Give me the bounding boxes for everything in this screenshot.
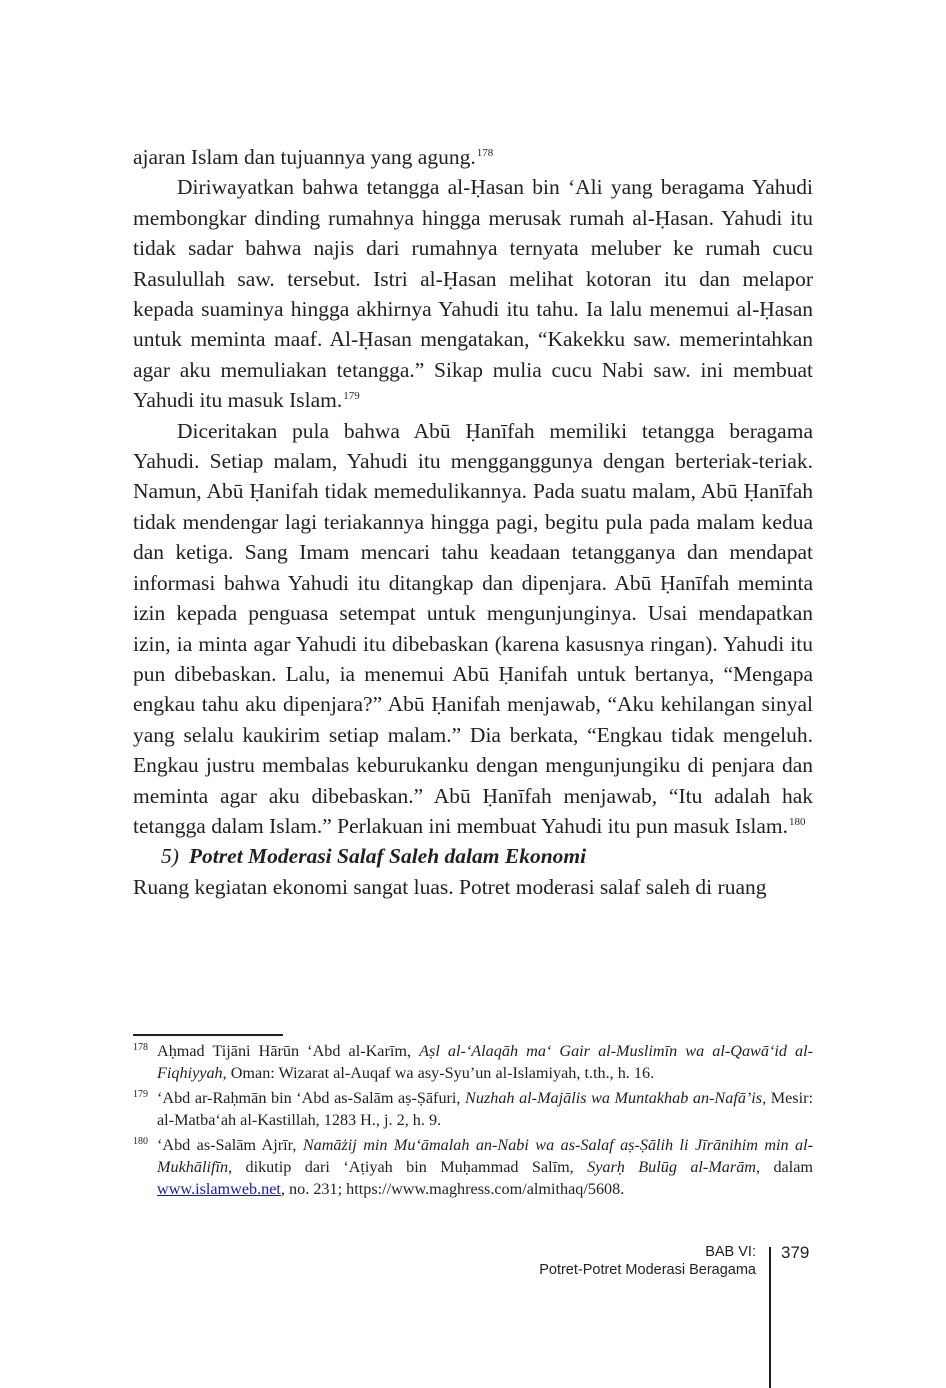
footnote-180 bbox=[133, 1134, 813, 1201]
section-number: 5) bbox=[161, 844, 179, 869]
citation-text: Aḥmad Tijāni Hārūn ‘Abd al-Karīm, bbox=[157, 1042, 420, 1060]
footnote-178 bbox=[133, 1040, 813, 1085]
book-title: Nuzhah al-Majālis wa Muntakhab an-Nafā’is bbox=[465, 1088, 763, 1107]
footnote-179 bbox=[133, 1087, 813, 1132]
closing-paragraph: Ruang kegiatan ekonomi sangat luas. Potret moderasi salaf saleh di ruang bbox=[133, 874, 767, 899]
citation-text: , Mesir: al-Matba‘ah al-Kastillah, 1283 H., j. 2, h. 9. bbox=[157, 1088, 813, 1130]
footnote-separator bbox=[133, 1034, 283, 1036]
body-text bbox=[133, 142, 813, 902]
paragraph-2: Diriwayatkan bahwa tetangga al-Ḥasan bin ‘Ali yang beragama Yahudi membongkar dinding rumahnya hingga merusak rumah al-Ḥasan. Yahudi itu tidak sadar bahwa najis dari rumahnya ternyata meluber ke rumah cucu Rasulullah saw. tersebut. Istri al-Ḥasan melihat kotoran itu dan melapor kepada suaminya hingga akhirnya Yahudi itu tahu. Ia lalu menemui al-Ḥasan untuk meminta maaf. Al-Ḥasan mengatakan, “Kakekku saw. memerintahkan agar aku memuliakan tetangga.” Sikap mulia cucu Nabi saw. ini membuat Yahudi itu masuk Islam.$^{179}$ bbox=[133, 175, 813, 413]
citation-text: , Oman: Wizarat al-Auqaf wa asy-Syu’un al-Islamiyah, t.th., h. 16. bbox=[222, 1064, 655, 1083]
footnote-text bbox=[157, 1136, 813, 1199]
footnote-ref-179[interactable]: 179 bbox=[343, 390, 360, 402]
page-number: 379 bbox=[781, 1243, 810, 1262]
web-link[interactable]: www.islamweb.net bbox=[157, 1180, 281, 1199]
paragraph-3: Diceritakan pula bahwa Abū Ḥanīfah memiliki tetangga beragama Yahudi. Setiap malam, Yahudi itu mengganggunya dengan berteriak-teriak. Namun, Abū Ḥanifah tidak memedulikannya. Pada suatu malam, Abū Ḥanīfah tidak mendengar lagi teriakannya hingga pagi, begitu pula pada malam kedua dan ketiga. Sang Imam mencari tahu keadaan tetangganya dan mendapat informasi bahwa Yahudi itu ditangkap dan dipenjara. Abū Ḥanīfah meminta izin kepada penguasa setempat untuk mengunjunginya. Usai mendapatkan izin, ia minta agar Yahudi itu dibebaskan (karena kasusnya ringan). Yahudi itu pun dibebaskan. Lalu, ia menemui Abū Ḥanifah untuk bertanya, “Mengapa engkau tahu aku dipenjara?” Abū Ḥanifah menjawab, “Aku kehilangan sinyal yang selalu kaukirim setiap malam.” Dia berkata, “Engkau tidak mengeluh. Engkau justru membalas keburukanku dengan mengunjungiku di penjara dan meminta agar aku dibebaskan.” Abū Ḥanīfah menjawab, “Itu adalah hak tetangga dalam Islam.” Perlakuan ini membuat Yahudi itu pun masuk Islam.$^{180}$ bbox=[133, 418, 813, 838]
citation-text: dalam bbox=[760, 1158, 813, 1177]
footnote-number: 180 bbox=[133, 1135, 148, 1147]
page-number-rule bbox=[769, 1247, 771, 1388]
section-title: Potret Moderasi Salaf Saleh dalam Ekonomi bbox=[188, 844, 587, 869]
footnotes bbox=[133, 1040, 813, 1203]
citation-text: dikutip dari ‘Aṭiyah bin Muḥammad Salīm, bbox=[232, 1158, 588, 1177]
book-title: Syarḥ Bulūg al-Marām, bbox=[587, 1158, 761, 1177]
citation-text: ‘Abd as-Salām Ajrīr, bbox=[157, 1135, 303, 1154]
paragraph-1: ajaran Islam dan tujuannya yang agung.$^{178}$ bbox=[133, 145, 494, 169]
footnote-ref-180[interactable]: 180 bbox=[789, 815, 806, 828]
footnote-number: 178 bbox=[133, 1042, 148, 1053]
book-title: Namāżij min Mu‘āmalah an-Nabi wa as-Salaf aṣ-Ṣālih li Jīrānihim min al-Mukhālifīn, bbox=[157, 1135, 813, 1177]
chapter-label: BAB VI: bbox=[705, 1244, 756, 1260]
chapter-title: Potret-Potret Moderasi Beragama bbox=[539, 1262, 756, 1278]
footnote-text bbox=[157, 1089, 813, 1129]
running-head bbox=[539, 1243, 756, 1279]
citation-text: , no. 231; https://www.maghress.com/almithaq/5608. bbox=[280, 1180, 625, 1199]
footnote-text bbox=[157, 1042, 813, 1082]
footnote-number: 179 bbox=[133, 1088, 148, 1100]
book-title: Aṣl al-‘Alaqāh ma‘ Gair al-Muslimīn wa al-Qawā‘id al-Fiqhiyyah bbox=[157, 1042, 813, 1083]
section-heading bbox=[133, 841, 813, 871]
citation-text: ‘Abd ar-Raḥmān bin ‘Abd as-Salām aṣ-Ṣāfuri, bbox=[157, 1088, 466, 1107]
footnote-ref-178[interactable]: 178 bbox=[476, 146, 494, 159]
